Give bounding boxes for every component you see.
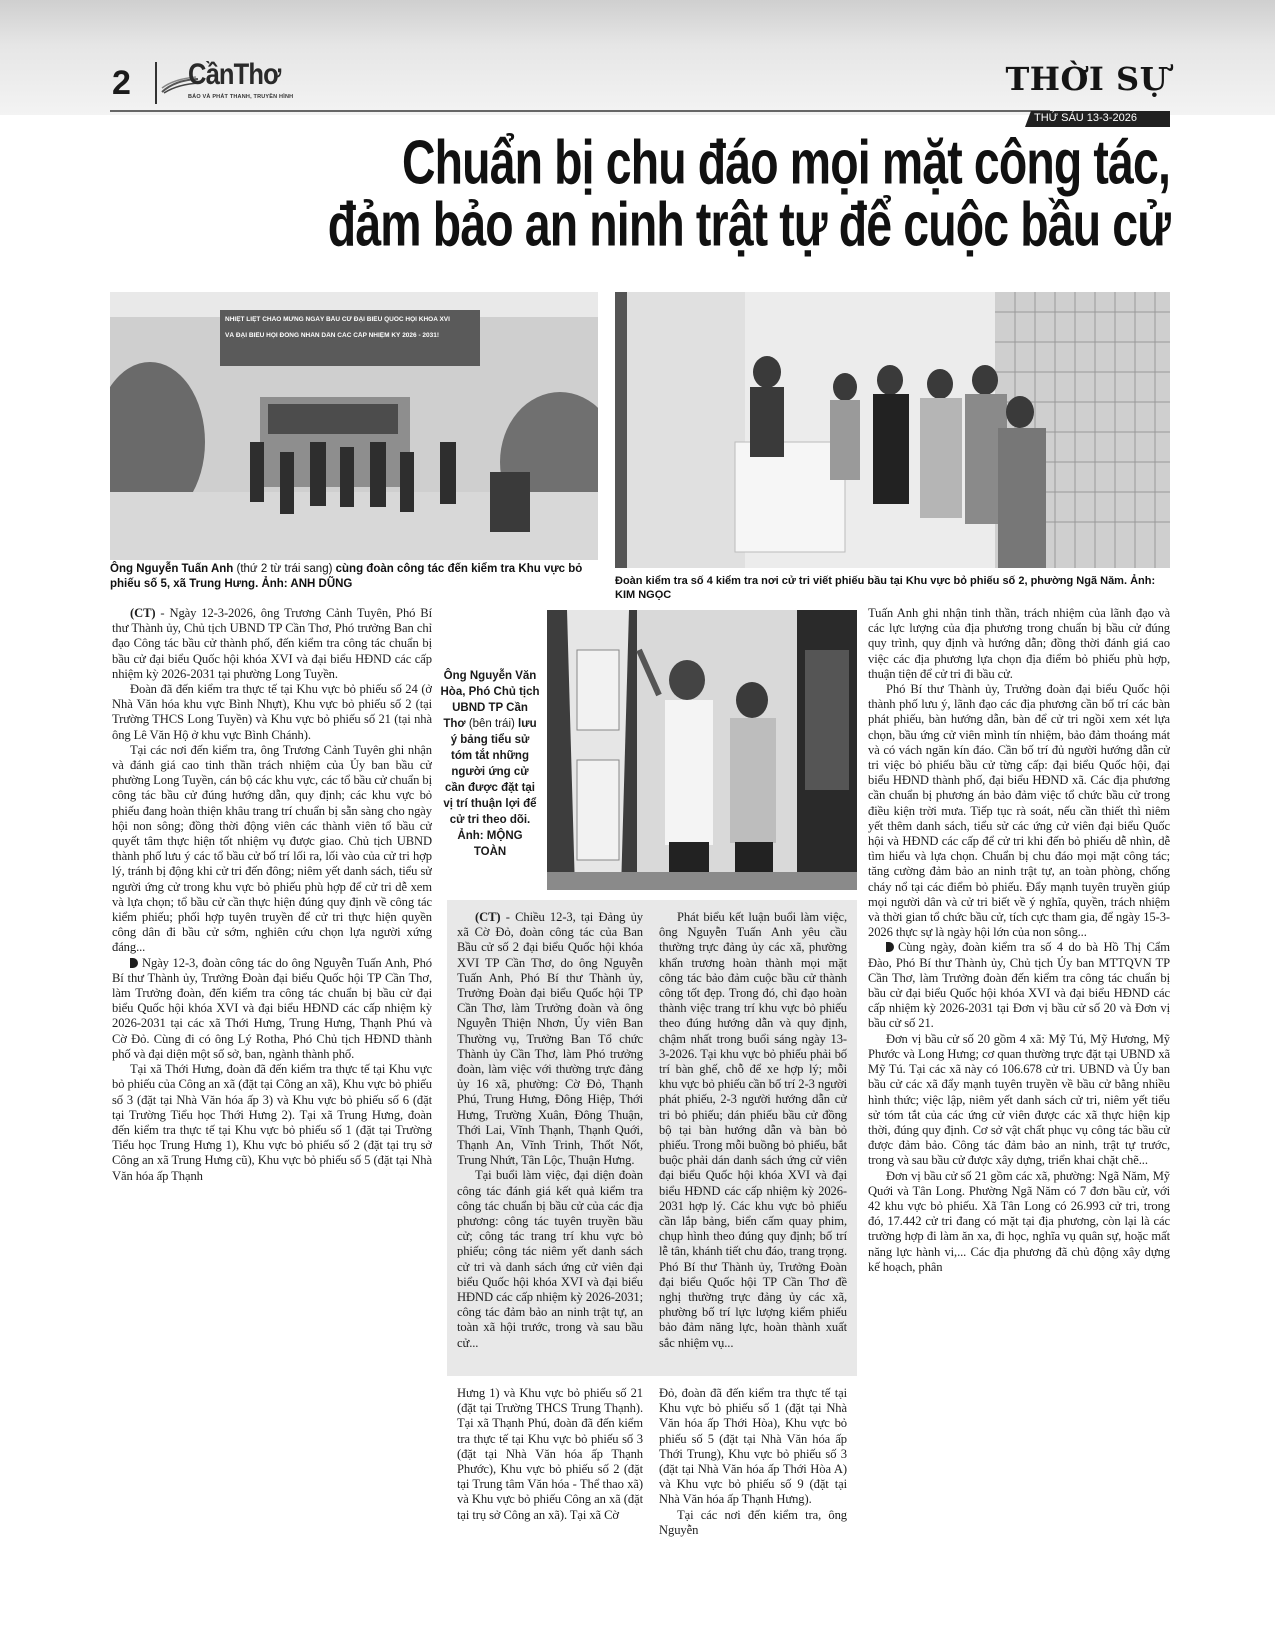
headline — [150, 128, 1170, 260]
paragraph: Tại các nơi đến kiểm tra, ông Nguyễn — [659, 1507, 847, 1537]
paragraph: Cùng ngày, đoàn kiểm tra số 4 do bà Hồ Thị Cẩm Đào, Phó Bí thư Thành ủy, Chủ tịch Ủy ban MTTQVN TP Cần Thơ, làm Trưởng đoàn đến kiểm tra công tác chuẩn bị bầu cử đại biểu Quốc hội khóa XVI và đại biểu HĐND các cấp nhiệm kỳ 2026-2031 tại Đơn vị bầu cử số 20 và Đơn vị bầu cử số 21. — [868, 940, 1170, 1031]
masthead-rule — [110, 110, 1050, 112]
article-column-4 — [868, 606, 1170, 1606]
photo-voting-booth — [615, 292, 1170, 568]
issue-date: THỨ SÁU 13-3-2026 — [1034, 112, 1137, 124]
photo3-caption — [440, 668, 540, 860]
paragraph: Đơn vị bầu cử số 21 gồm các xã, phường: Ngã Năm, Mỹ Quới và Tân Long. Phường Ngã Năm có 7 đơn bầu cử, với 42 khu vực bỏ phiếu. Xã Tân Long có 26.993 cử tri, trong đó, 17.442 cử tri đang có mặt tại địa phương, còn lại là các trường hợp đi làm ăn xa, đi học, nghĩa vụ quân sự, hoặc mất năng lực hành vi,... Các địa phương đã chủ động xây dựng kế hoạch, phân — [868, 1168, 1170, 1274]
box-column-1 — [457, 910, 643, 1368]
bullet-icon — [886, 942, 894, 952]
paragraph: Hưng 1) và Khu vực bỏ phiếu số 21 (đặt tại Trường THCS Trung Thạnh). Tại xã Thạnh Phú, đoàn đã đến kiểm tra thực tế tại Khu vực bỏ phiếu số 3 (đặt tại Nhà Văn hóa ấp Thạnh Phước), Khu vực bỏ phiếu số 2 (đặt tại Trung tâm Văn hóa - Thể thao xã) và Khu vực bỏ phiếu Công an xã (đặt tại trụ sở Công an xã). Tại xã Cờ — [457, 1386, 643, 1522]
banner-text-2: VÀ ĐẠI BIỂU HỘI ĐỒNG NHÂN DÂN CÁC CẤP NHIỆM KỲ 2026 - 2031! — [225, 332, 440, 339]
paragraph: - Chiều 12-3, tại Đảng ủy xã Cờ Đỏ, đoàn công tác của Ban Bầu cử số 2 đại biểu Quốc hội khóa XVI TP Cần Thơ, do ông Nguyễn Tuấn Anh, Phó Bí thư Thành ủy, Trưởng Đoàn đại biểu Quốc hội TP Cần Thơ, làm Trưởng đoàn và ông Nguyễn Thiện Nhơn, Ủy viên Ban Thường vụ, Trưởng Ban Tổ chức Thành ủy Cần Thơ, làm Phó trưởng đoàn, làm việc với thường trực đảng ủy 16 xã, phường: Cờ Đỏ, Thạnh Phú, Trung Hưng, Đông Hiệp, Thới Hưng, Trường Xuân, Đông Thuận, Thới Lai, Vĩnh Thạnh, Thạnh Quới, Thạnh An, Vĩnh Trinh, Thốt Nốt, Trung Nhứt, Tân Lộc, Thuận Hưng. — [457, 910, 643, 1168]
photo-polling-station — [110, 292, 598, 560]
banner-text-1: NHIỆT LIỆT CHÀO MỪNG NGÀY BẦU CỬ ĐẠI BIỂU QUỐC HỘI KHÓA XVI — [225, 316, 450, 323]
logo-title: CầnThơ — [188, 58, 281, 91]
paragraph: Đơn vị bầu cử số 20 gồm 4 xã: Mỹ Tú, Mỹ Hương, Mỹ Phước và Long Hưng; cơ quan thường trực đặt tại UBND xã Mỹ Tú. Tại các xã này có 106.678 cử tri. UBND và Ủy ban bầu cử các xã đẩy mạnh tuyên truyền về bầu cử bằng nhiều hình thức; việc lập, niêm yết danh sách cử tri, niêm yết tiểu sử tóm tắt của các ứng cử viên được các xã thực hiện kịp thời, đúng quy định. Cơ sở vật chất phục vụ công tác bầu cử được đảm bảo. Công tác đảm bảo an ninh, trật tự trước, trong và sau bầu cử được xây dựng, triển khai chặt chẽ... — [868, 1031, 1170, 1168]
logo-divider — [155, 62, 157, 104]
box-column-2 — [659, 910, 847, 1368]
article-column-3-bottom — [659, 1386, 847, 1606]
headline-line-1: Chuẩn bị chu đáo mọi mặt công tác, — [401, 128, 1170, 198]
caption-text-a: Ông Nguyễn Văn Hòa, Phó Chủ tịch UBND TP Cần Thơ — [440, 670, 540, 730]
newspaper-logo — [160, 58, 300, 110]
photo2-caption: Đoàn kiểm tra số 4 kiểm tra nơi cử tri viết phiếu bầu tại Khu vực bỏ phiếu số 2, phường Ngã Năm. Ảnh: KIM NGỌC — [615, 575, 1156, 601]
paragraph: Tuấn Anh ghi nhận tinh thần, trách nhiệm của lãnh đạo và các lực lượng của địa phương trong chuẩn bị bầu cử đúng quy trình, quy định và hướng dẫn; đồng thời đánh giá cao việc các địa phương lựa chọn địa điểm bỏ phiếu phù hợp, thuận tiện để cử tri đi bầu cử. — [868, 606, 1170, 681]
paragraph: Đỏ, đoàn đã đến kiểm tra thực tế tại Khu vực bỏ phiếu số 1 (đặt tại Nhà Văn hóa ấp Thới Hòa), Khu vực bỏ phiếu số 5 (đặt tại Nhà Văn hóa ấp Thới Trung), Khu vực bỏ phiếu số 3 (đặt tại Nhà Văn hóa ấp Thới Hòa A) và Khu vực bỏ phiếu số 9 (đặt tại Nhà Văn hóa ấp Thạnh Hưng). — [659, 1386, 847, 1507]
bullet-icon — [130, 958, 138, 968]
paragraph: Phát biểu kết luận buổi làm việc, ông Nguyễn Tuấn Anh yêu cầu thường trực đảng ủy các xã, phường khẩn trương hoàn thành mọi mặt công tác bảo đảm cuộc bầu cử thành công tốt đẹp. Trong đó, chỉ đạo hoàn thành việc trang trí khu vực bỏ phiếu theo đúng hướng dẫn và quy định, chậm nhất trong buổi sáng ngày 13-3-2026. Tại khu vực bỏ phiếu phải bố trí bàn ghế, chỗ để xe hợp lý; mỗi khu vực bỏ phiếu cần bố trí 2-3 người phát phiếu, 2-3 người hướng dẫn cử tri bỏ phiếu; dán phiếu bầu cử đồng bộ tại bàn hướng dẫn và bàn bỏ phiếu. Trong mỗi buồng bỏ phiếu, bắt buộc phải dán danh sách ứng cử viên đại biểu Quốc hội khóa XVI và đại biểu HĐND các cấp nhiệm kỳ 2026-2031 hợp lý. Các khu vực bỏ phiếu cần lắp bảng, biển cấm quay phim, chụp hình theo đúng quy định; bố trí lễ tân, khánh tiết chu đáo, trang trọng. Phó Bí thư Thành ủy, Trưởng Đoàn đại biểu Quốc hội TP Cần Thơ đề nghị thường trực đảng ủy các xã, phường bố trí lực lượng kiểm phiếu bảo đảm năng lực, hoàn thành xuất sắc nhiệm vụ... — [659, 910, 847, 1350]
page-number: 2 — [112, 64, 131, 102]
paragraph: Tại buổi làm việc, đại diện đoàn công tác đánh giá kết quả kiểm tra công tác chuẩn bị bầu cử của các địa phương: công tác tuyên truyền bầu cử; công tác trang trí khu vực bỏ phiếu; công tác niêm yết danh sách cử tri và danh sách ứng cử viên đại biểu Quốc hội khóa XVI và đại biểu HĐND các cấp nhiệm kỳ 2026-2031; công tác đảm bảo an ninh trật tự, an toàn xã hội trước, trong và sau bầu cử... — [457, 1168, 643, 1350]
caption-text: cùng đoàn công tác đến kiểm tra Khu vực bỏ phiếu số 5, xã Trung Hưng. Ảnh: ANH DŨNG — [110, 563, 583, 590]
section-title: THỜI SỰ — [1005, 60, 1168, 98]
paragraph: - Ngày 12-3-2026, ông Trương Cảnh Tuyên, Phó Bí thư Thành ủy, Chủ tịch UBND TP Cần Thơ, Phó trưởng Ban chỉ đạo Công tác bầu cử thành phố, đến kiểm tra công tác chuẩn bị bầu cử đại biểu Quốc hội khóa XVI và đại biểu HĐND các cấp nhiệm kỳ 2026-2031 tại phường Long Tuyền. — [112, 606, 432, 681]
paragraph: Đoàn đã đến kiểm tra thực tế tại Khu vực bỏ phiếu số 24 (ở Nhà Văn hóa khu vực Bình Nhựt), Khu vực bỏ phiếu số 2 (tại Trường THCS Long Tuyền) và Khu vực bỏ phiếu số 21 (tại nhà ông Lê Văn Hộ ở khu vực Bình Chánh). — [112, 682, 432, 742]
caption-note: (bên trái) — [468, 718, 515, 730]
caption-person: Ông Nguyễn Tuấn Anh — [110, 563, 234, 575]
photo-candidate-board — [547, 610, 857, 890]
article-column-2-bottom — [457, 1386, 643, 1606]
logo-subtitle: BÁO VÀ PHÁT THANH, TRUYỀN HÌNH — [188, 94, 294, 100]
paragraph: Tại các nơi đến kiểm tra, ông Trương Cảnh Tuyên ghi nhận và đánh giá cao tinh thần trách nhiệm của Ủy ban bầu cử phường Long Tuyền, cán bộ các khu vực, các tổ bầu cử chuẩn bị công tác bầu cử đúng hướng dẫn, quy định; các khu vực bỏ phiếu đang hoàn thiện khâu trang trí chuẩn bị sẵn sàng cho ngày hội non sông; đồng thời động viên các thành viên tổ bầu cử quyết tâm thực hiện tốt nhiệm vụ được giao. Chủ tịch UBND thành phố lưu ý các tổ bầu cử bố trí lối ra, lối vào của cử tri hợp lý, tránh bị động khi cử tri đến đông; niêm yết danh sách, tiểu sử người ứng cử trong khu vực bỏ phiếu phù hợp để cử tri dễ xem và lựa chọn; tổ bầu cử cần thực hiện đúng quy định về công tác kiểm phiếu; phối hợp tuyên truyền để cử tri thực hiện quyền công dân đi bầu cử sớm, nghiên cứu chọn lựa người xứng đáng... — [112, 742, 432, 955]
dateline: (CT) — [475, 910, 501, 924]
caption-note: (thứ 2 từ trái sang) — [236, 563, 333, 575]
paragraph: Ngày 12-3, đoàn công tác do ông Nguyễn Tuấn Anh, Phó Bí thư Thành ủy, Trưởng Đoàn đại biểu Quốc hội TP Cần Thơ, làm Trưởng đoàn, đến kiểm tra công tác chuẩn bị bầu cử đại biểu Quốc hội khóa XVI và đại biểu HĐND các cấp nhiệm kỳ 2026-2031 tại các xã Thới Hưng, Trung Hưng, Thạnh Phú và Cờ Đỏ. Cùng đi có ông Lý Rotha, Phó Chủ tịch HĐND thành phố và đại diện một số sở, ban, ngành thành phố. — [112, 955, 432, 1061]
headline-line-2: đảm bảo an ninh trật tự để cuộc bầu cử — [327, 190, 1170, 260]
article-column-1 — [112, 606, 432, 1606]
photo1-caption — [110, 562, 600, 592]
paragraph: Tại xã Thới Hưng, đoàn đã đến kiểm tra thực tế tại Khu vực bỏ phiếu của Công an xã (đặt tại Công an xã), Khu vực bỏ phiếu số 3 (đặt tại Nhà Văn hóa ấp 3) và Khu vực bỏ phiếu số 6 (đặt tại Trường Tiểu học Thới Hưng 2). Tại xã Trung Hưng, đoàn đến kiểm tra thực tế tại Khu vực bỏ phiếu số 1 (đặt tại Trường Tiểu học Trung Hưng 1), Khu vực bỏ phiếu số 2 (đặt tại trụ sở Công an xã Trung Hưng cũ), Khu vực bỏ phiếu số 5 (đặt tại Nhà Văn hóa ấp Thạnh — [112, 1062, 432, 1183]
caption-text-b: lưu ý bảng tiểu sử tóm tắt những người ứng cử cần được đặt tại vị trí thuận lợi để cử tri theo dõi. Ảnh: MỘNG TOÀN — [443, 718, 537, 858]
dateline: (CT) — [130, 606, 156, 620]
paragraph: Phó Bí thư Thành ủy, Trưởng đoàn đại biểu Quốc hội thành phố lưu ý, lãnh đạo các địa phương cần bố trí các bàn phát phiếu, bàn hướng dẫn, bàn để cử tri ngồi xem xét lựa chọn, bầu ứng cử viên mình tín nhiệm, bảo đảm thoáng mát và có vách ngăn kín đáo. Cần bố trí đủ người hướng dẫn cử tri việc bỏ phiếu bầu cử từng cấp: đại biểu Quốc hội, đại biểu HĐND thành phố, đại biểu HĐND xã. Các địa phương cần chuẩn bị phương án bảo đảm việc tổ chức bầu cử trong điều kiện trời mưa. Tiếp tục rà soát, nếu cần thiết thì niêm yết thêm danh sách, tiểu sử các ứng cử viên đại biểu Quốc hội và HĐND các cấp để cử tri khi đến bỏ phiếu dễ nhìn, dễ tìm hiểu và lựa chọn. Chuẩn bị chu đáo mọi mặt công tác; tăng cường đảm bảo an ninh trật tự, an toàn phòng, chống cháy nổ tại các điểm bỏ phiếu. Đẩy mạnh tuyên truyền giúp mọi người dân và cử tri biết về ý nghĩa, quyền, trách nhiệm và thời gian tổ chức bầu cử, tích cực tham gia, để ngày 15-3-2026 thực sự là ngày hội lớn của non sông... — [868, 682, 1170, 940]
